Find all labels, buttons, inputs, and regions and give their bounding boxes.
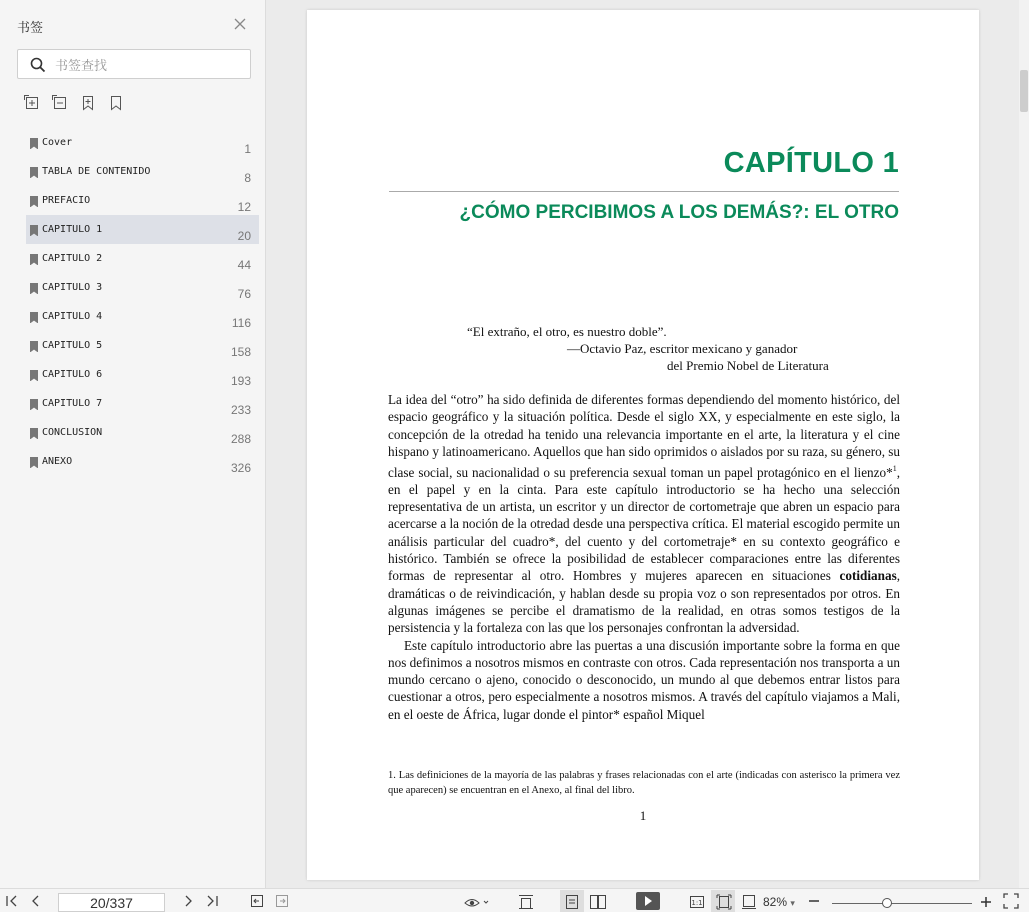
epigraph <box>467 323 829 374</box>
collapse-all-icon[interactable] <box>52 95 68 111</box>
bookmark-item[interactable] <box>26 302 259 331</box>
bookmark-label: ANEXO <box>42 456 73 467</box>
bookmark-item[interactable] <box>26 360 259 389</box>
bookmark-icon <box>30 254 38 265</box>
bookmark-item[interactable] <box>26 244 259 273</box>
bookmark-item[interactable] <box>26 273 259 302</box>
bookmark-icon <box>30 138 38 149</box>
bookmark-page-number: 116 <box>231 316 251 330</box>
paragraph: Este capítulo introductorio abre las puertas a una discusión importante sobre la forma en que nos definimos a nosotros mismos en contraste con otros. Cada representación nos transporta a un mundo cercano o ajeno, conocido o desconocido, un mundo al que debemos entrar listos para cuestionar a otros, pero especialmente a nosotros mismos. A través del capítulo viajamos a Mali, en el oeste de África, lugar donde el pintor* español Miquel <box>388 637 900 722</box>
zoom-in-icon[interactable] <box>980 896 992 908</box>
actual-size-icon[interactable] <box>689 894 705 910</box>
continuous-scroll-icon[interactable] <box>518 894 534 910</box>
epigraph-line: “El extraño, el otro, es nuestro doble”. <box>467 324 667 339</box>
bookmark-page-number: 20 <box>237 229 251 243</box>
bookmark-icon <box>30 399 38 410</box>
bookmark-label: CONCLUSION <box>42 427 103 438</box>
bookmark-page-number: 288 <box>230 432 251 446</box>
previous-page-icon[interactable] <box>28 894 42 908</box>
bookmark-icon <box>30 196 38 207</box>
bookmark-panel <box>0 0 266 888</box>
bookmark-page-number: 193 <box>230 374 251 388</box>
bookmark-page-number: 76 <box>237 287 251 301</box>
first-page-icon[interactable] <box>5 894 19 908</box>
bookmark-icon <box>30 428 38 439</box>
bookmark-label: CAPITULO 7 <box>42 398 103 409</box>
page-number: 1 <box>639 808 647 823</box>
search-icon <box>30 57 46 73</box>
bookmark-label: TABLA DE CONTENIDO <box>42 166 151 177</box>
bookmark-label: CAPITULO 2 <box>42 253 103 264</box>
bookmark-list <box>26 128 259 476</box>
bottom-toolbar <box>0 888 1029 912</box>
bookmark-page-number: 1 <box>244 142 251 156</box>
bookmark-label: PREFACIO <box>42 195 91 206</box>
single-page-icon[interactable] <box>565 894 579 910</box>
bookmark-outline-icon[interactable] <box>108 95 124 111</box>
bookmark-page-number: 12 <box>237 200 251 214</box>
bold-term: cotidianas <box>839 568 897 584</box>
bookmark-item[interactable] <box>26 157 259 186</box>
bookmark-icon <box>30 312 38 323</box>
expand-all-icon[interactable] <box>24 95 40 111</box>
bookmark-icon <box>30 370 38 381</box>
bookmark-icon <box>30 341 38 352</box>
next-page-icon[interactable] <box>182 894 196 908</box>
footnote-ref: 1 <box>892 464 897 474</box>
bookmark-item[interactable] <box>26 389 259 418</box>
bookmark-item[interactable] <box>26 128 259 157</box>
back-icon[interactable] <box>250 894 264 908</box>
chapter-title: CAPÍTULO 1 <box>723 147 899 179</box>
bookmark-page-number: 158 <box>230 345 251 359</box>
read-mode-icon[interactable] <box>464 895 490 909</box>
add-bookmark-icon[interactable] <box>80 95 96 111</box>
zoom-slider-handle[interactable] <box>882 898 892 908</box>
bookmark-label: CAPITULO 4 <box>42 311 103 322</box>
close-icon[interactable] <box>232 16 248 32</box>
fit-width-icon[interactable] <box>741 894 757 910</box>
bookmark-search[interactable] <box>17 49 251 79</box>
bookmark-label: CAPITULO 3 <box>42 282 103 293</box>
document-page <box>307 10 979 880</box>
body-text <box>388 391 900 723</box>
bookmark-icon <box>30 283 38 294</box>
forward-icon[interactable] <box>275 894 289 908</box>
bookmark-search-input[interactable] <box>53 54 247 76</box>
bookmark-label: Cover <box>42 137 73 148</box>
zoom-slider-track[interactable] <box>832 903 972 904</box>
bookmark-icon <box>30 167 38 178</box>
bookmark-item[interactable] <box>26 186 259 215</box>
bookmark-label: CAPITULO 6 <box>42 369 103 380</box>
title-divider <box>389 191 899 192</box>
epigraph-attribution-2: del Premio Nobel de Literatura <box>667 358 829 373</box>
scrollbar-thumb[interactable] <box>1020 70 1028 112</box>
chapter-subtitle: ¿CÓMO PERCIBIMOS A LOS DEMÁS?: EL OTRO <box>459 202 899 223</box>
bookmark-page-number: 326 <box>230 461 251 475</box>
fullscreen-icon[interactable] <box>1003 893 1019 909</box>
bookmark-item[interactable] <box>26 215 259 244</box>
document-viewport[interactable] <box>266 0 1029 888</box>
bookmark-item[interactable] <box>26 331 259 360</box>
bookmark-icon <box>30 225 38 236</box>
bookmark-label: CAPITULO 1 <box>42 224 103 235</box>
svg-text:1:1: 1:1 <box>691 899 703 907</box>
bookmark-page-number: 44 <box>237 258 251 272</box>
bookmark-item[interactable] <box>26 418 259 447</box>
two-page-icon[interactable] <box>589 894 607 910</box>
vertical-scrollbar[interactable] <box>1019 0 1029 888</box>
bookmark-page-number: 8 <box>244 171 251 185</box>
last-page-icon[interactable] <box>205 894 219 908</box>
zoom-level[interactable]: 82% ▾ <box>763 895 795 909</box>
panel-title: 书签 <box>17 20 44 35</box>
footnote: 1. Las definiciones de la mayoría de las palabras y frases relacionadas con el arte (indicadas con asterisco la primera vez que aparecen) se encuentran en el Anexo, al final del libro. <box>388 770 900 796</box>
paragraph: La idea del “otro” ha sido definida de diferentes formas dependiendo del momento histórico, del espacio geográfico y la situación política. Desde el siglo XX, y especialmente en este siglo, la concepción de la otredad ha tenido una relevancia importante en el arte, la literatura y el cine hispano y latinoamericano. Aquellos que han sido oprimidos o aislados por su raza, su género, su clase social, su nacionalidad o su preferencia sexual toman un papel protagónico en el lienzo*$^1$, en el papel y en la cinta. Para este capítulo introductorio se ha hecho una selección representativa de un artista, un escritor y un director de cortometraje que abren un espacio para acercarse a la noción de la otredad desde una perspectiva crítica. El material escogido permite un análisis particular del cuadro*, del cuento y del cortometraje* en su contexto geográfico e histórico. También se ofrece la posibilidad de establecer comparaciones entre las diferentes formas de representar al otro. Hombres y mujeres aparecen en situaciones cotidianas, dramáticas o de reivindicación, y hablan desde su propia voz o son representados por otros. En algunas imágenes se percibe el dramatismo de la realidad, en otras somos testigos de la persistencia y la fortaleza con las que los personajes confrontan la adversidad. <box>388 392 901 636</box>
page-number-input[interactable]: 20/337 <box>58 893 165 912</box>
play-icon[interactable] <box>636 892 660 910</box>
chevron-down-icon[interactable]: ▾ <box>790 898 795 908</box>
epigraph-attribution: —Octavio Paz, escritor mexicano y ganador <box>567 341 798 356</box>
bookmark-icon <box>30 457 38 468</box>
fit-page-icon[interactable] <box>716 894 732 910</box>
zoom-out-icon[interactable] <box>808 896 820 906</box>
bookmark-item[interactable] <box>26 447 259 476</box>
bookmark-page-number: 233 <box>230 403 251 417</box>
bookmark-label: CAPITULO 5 <box>42 340 103 351</box>
